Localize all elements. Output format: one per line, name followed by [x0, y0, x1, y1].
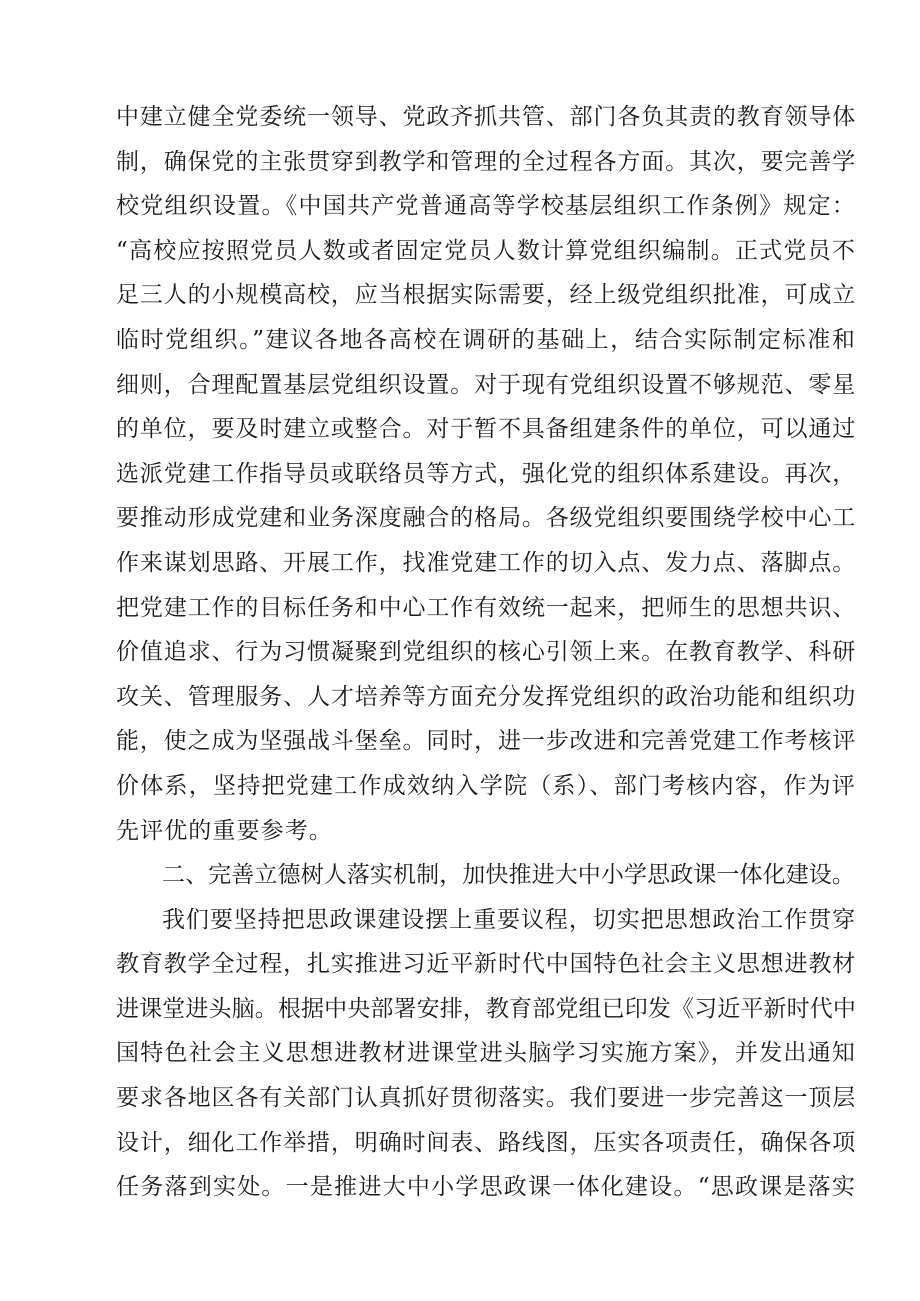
text-line: 足三人的小规模高校，应当根据实际需要，经上级党组织批准，可成立	[116, 282, 856, 309]
text-line: 临时党组织。”建议各地各高校在调研的基础上，结合实际制定标准和	[116, 326, 856, 353]
text-line: 教育教学全过程，扎实推进习近平新时代中国特色社会主义思想进教材	[116, 951, 856, 978]
text-line: “高校应按照党员人数或者固定党员人数计算党组织编制。正式党员不	[116, 237, 856, 264]
text-line: 价体系，坚持把党建工作成效纳入学院（系）、部门考核内容，作为评	[116, 772, 856, 799]
text-line: 中建立健全党委统一领导、党政齐抓共管、部门各负其责的教育领导体	[116, 104, 856, 130]
text-line: 的单位，要及时建立或整合。对于暂不具备组建条件的单位，可以通过	[116, 416, 856, 443]
text-line: 能，使之成为坚强战斗堡垒。同时，进一步改进和完善党建工作考核评	[116, 728, 856, 755]
body-text	[116, 95, 856, 1210]
text-line: 国特色社会主义思想进教材进课堂进头脑学习实施方案》，并发出通知	[116, 1040, 856, 1067]
text-line: 进课堂进头脑。根据中央部署安排，教育部党组已印发《习近平新时代中	[116, 995, 856, 1022]
text-line: 先评优的重要参考。	[116, 817, 333, 844]
text-line: 价值追求、行为习惯凝聚到党组织的核心引领上来。在教育教学、科研	[116, 639, 856, 666]
text-line: 细则，合理配置基层党组织设置。对于现有党组织设置不够规范、零星	[116, 371, 856, 398]
text-line: 校党组织设置。《中国共产党普通高等学校基层组织工作条例》规定：	[116, 193, 856, 220]
text-line: 设计，细化工作举措，明确时间表、路线图，压实各项责任，确保各项	[116, 1129, 856, 1156]
section-heading: 二、完善立德树人落实机制，加快推进大中小学思政课一体化建设。	[162, 862, 855, 889]
text-line: 选派党建工作指导员或联络员等方式，强化党的组织体系建设。再次，	[116, 460, 856, 487]
text-line: 要求各地区各有关部门认真抓好贯彻落实。我们要进一步完善这一顶层	[116, 1085, 856, 1112]
text-line: 制，确保党的主张贯穿到教学和管理的全过程各方面。其次，要完善学	[116, 148, 856, 175]
text-line: 任务落到实处。一是推进大中小学思政课一体化建设。“思政课是落实	[116, 1174, 856, 1201]
text-line: 作来谋划思路、开展工作，找准党建工作的切入点、发力点、落脚点。	[116, 549, 856, 576]
text-line: 攻关、管理服务、人才培养等方面充分发挥党组织的政治功能和组织功	[116, 683, 856, 710]
text-line: 把党建工作的目标任务和中心工作有效统一起来，把师生的思想共识、	[116, 594, 856, 621]
paragraph-first-line: 我们要坚持把思政课建设摆上重要议程，切实把思想政治工作贯穿	[162, 906, 856, 933]
text-line: 要推动形成党建和业务深度融合的格局。各级党组织要围绕学校中心工	[116, 505, 856, 532]
